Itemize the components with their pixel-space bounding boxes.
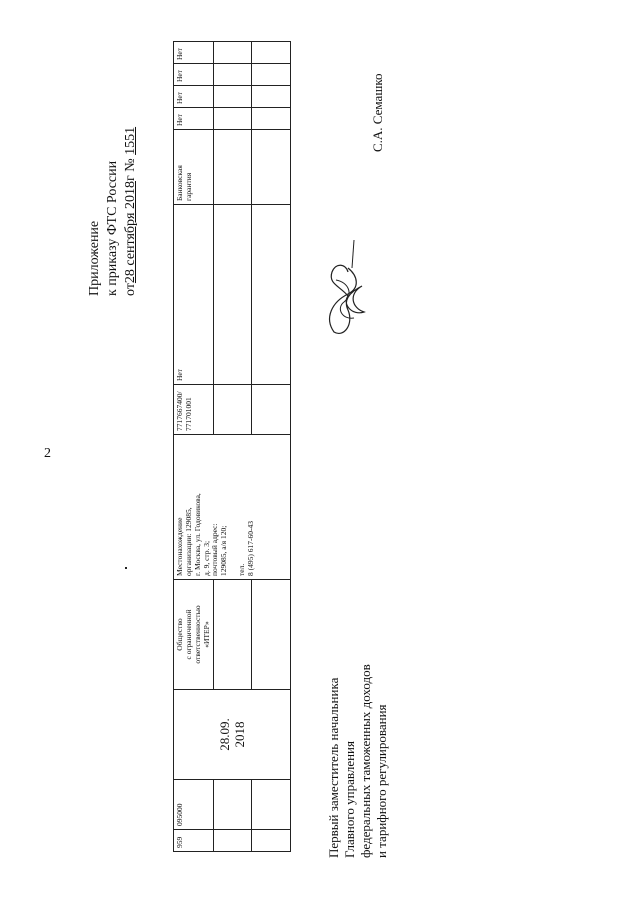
- cell-inn-kpp: [174, 385, 214, 435]
- handwritten-signature: [318, 238, 368, 338]
- cell-code: 095000: [174, 780, 214, 830]
- empty-cell: [252, 86, 291, 108]
- cell-organization-name: [174, 580, 214, 690]
- empty-cell: [214, 580, 252, 690]
- empty-cell: [252, 42, 291, 64]
- empty-cell: [252, 830, 291, 852]
- empty-cell: [214, 780, 252, 830]
- approval-date: 28 сентября 2018: [123, 181, 138, 284]
- date-line-1: 28.09.: [216, 718, 232, 751]
- organization-address: Местонахождение организации: 129085, г. Москва, ул. Годовикова, д. 9, стр. 3; почтовый адрес: 129085, а/я 120; тел. 8 (495) 617-60-43: [175, 493, 255, 576]
- signer-title: [326, 664, 390, 858]
- cell-flag-2: Нет: [174, 108, 214, 130]
- guarantee-type: Банковская гарантия: [175, 165, 193, 201]
- signer-title-line-2: Главного управления: [342, 741, 357, 858]
- page-number: 2: [44, 446, 51, 461]
- cell-address: [174, 435, 291, 580]
- empty-cell: [214, 42, 252, 64]
- signer-title-line-4: и тарифного регулирования: [374, 704, 389, 858]
- empty-cell: [214, 830, 252, 852]
- cell-flag-4: Нет: [174, 64, 214, 86]
- approval-line-1: Приложение: [87, 220, 102, 296]
- empty-cell: [252, 130, 291, 205]
- date-line-2: 2018: [232, 721, 248, 748]
- table-row: [174, 42, 214, 852]
- empty-cell: [214, 205, 252, 385]
- cell-row-number: 959: [174, 830, 214, 852]
- stray-dot: [125, 567, 127, 569]
- empty-cell: [252, 580, 291, 690]
- registry-table: [173, 41, 291, 852]
- empty-cell: [214, 86, 252, 108]
- empty-cell: [252, 385, 291, 435]
- cell-flag-1: Нет: [174, 205, 214, 385]
- signer-title-line-1: Первый заместитель начальника: [326, 677, 341, 858]
- empty-cell: [214, 385, 252, 435]
- empty-cell: [214, 108, 252, 130]
- empty-cell: [252, 64, 291, 86]
- approval-line-3: [122, 127, 140, 296]
- approval-block: [86, 127, 140, 296]
- cell-date: [174, 690, 291, 780]
- approval-number: 1551: [123, 126, 138, 155]
- signer-name: С.А. Семашко: [370, 73, 385, 152]
- inn-kpp: 7717667400/ 771701001: [175, 391, 193, 431]
- signer-title-line-3: федеральных таможенных доходов: [358, 664, 373, 858]
- empty-cell: [252, 205, 291, 385]
- empty-cell: [252, 780, 291, 830]
- approval-line-2: к приказу ФТС России: [105, 160, 120, 296]
- cell-guarantee: [174, 130, 214, 205]
- approval-number-prefix: г №: [123, 158, 138, 182]
- cell-flag-3: Нет: [174, 86, 214, 108]
- cell-flag-5: Нет: [174, 42, 214, 64]
- organization-name: Общество с ограниченной ответственностью «ИТЕР»: [175, 605, 211, 664]
- approval-date-prefix: от: [123, 283, 138, 296]
- empty-cell: [214, 64, 252, 86]
- empty-cell: [252, 108, 291, 130]
- empty-cell: [214, 130, 252, 205]
